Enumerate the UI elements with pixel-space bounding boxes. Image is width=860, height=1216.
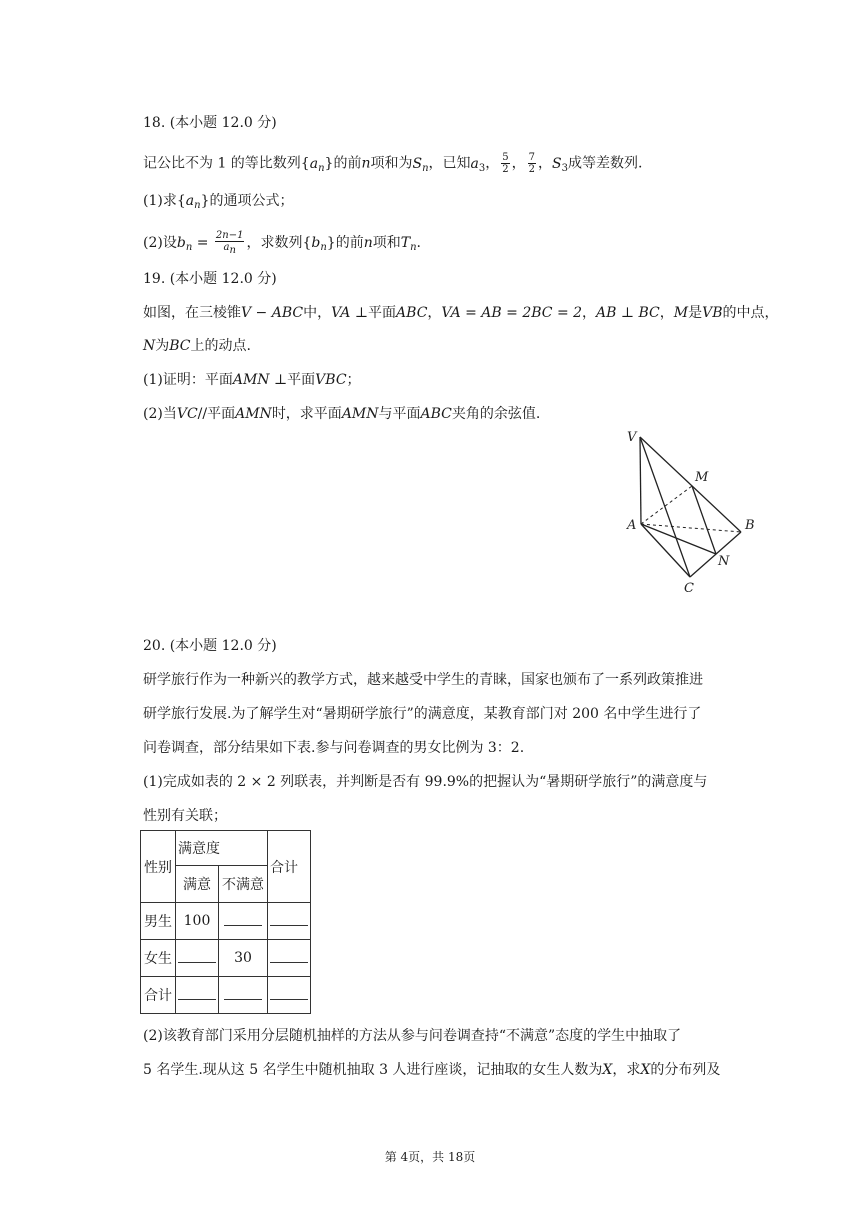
text: 项和为 bbox=[370, 155, 413, 172]
math: V − ABC bbox=[241, 305, 304, 321]
text: ， bbox=[659, 305, 674, 321]
text: = bbox=[192, 235, 213, 251]
text: ，求 bbox=[612, 1062, 641, 1078]
edge-MN bbox=[692, 486, 716, 554]
table-row bbox=[141, 940, 311, 977]
edge-AM-hidden bbox=[641, 486, 692, 524]
cell-female-total-blank bbox=[268, 940, 311, 977]
page-footer: 第 4页，共 18页 bbox=[384, 1150, 476, 1164]
label-M: M bbox=[695, 470, 709, 485]
header-gender: 性别 bbox=[141, 831, 176, 903]
math: BC bbox=[169, 338, 191, 354]
q20-paragraph-line3: 问卷调查，部分结果如下表.参与问卷调查的男女比例为 3：2. bbox=[143, 740, 525, 756]
math: AMN bbox=[232, 372, 270, 388]
text: ⊥平面 bbox=[269, 372, 316, 388]
edge-VA bbox=[640, 437, 641, 524]
text: }的前 bbox=[324, 155, 362, 172]
header-total: 合计 bbox=[268, 831, 311, 903]
header-satisfaction: 满意度 bbox=[176, 831, 268, 866]
text: ， bbox=[538, 155, 553, 172]
text: ， bbox=[511, 155, 526, 172]
text: 记公比不为 1 的等比数列{ bbox=[143, 155, 310, 172]
math-n: n bbox=[361, 155, 371, 172]
text: 的分布列及 bbox=[650, 1062, 721, 1078]
text: (2)设 bbox=[143, 235, 177, 251]
text: . bbox=[416, 235, 421, 251]
text: 是 bbox=[688, 305, 703, 321]
row-label-male: 男生 bbox=[141, 903, 176, 940]
math-n: n bbox=[363, 235, 373, 251]
cell-female-satisfied-blank bbox=[176, 940, 219, 977]
cell-male-satisfied: 100 bbox=[176, 903, 219, 940]
q20-part2-line2 bbox=[143, 1060, 720, 1080]
cell-male-unsatisfied-blank bbox=[219, 903, 268, 940]
header-satisfied: 满意 bbox=[176, 866, 219, 903]
table-row bbox=[141, 977, 311, 1014]
math: VBC bbox=[315, 372, 347, 388]
cell-female-unsatisfied: 30 bbox=[219, 940, 268, 977]
math-a-n: $a_n$ bbox=[309, 155, 325, 174]
label-C: C bbox=[684, 581, 694, 596]
cell-total-total-blank bbox=[268, 977, 311, 1014]
text: ， bbox=[485, 155, 500, 172]
row-label-female: 女生 bbox=[141, 940, 176, 977]
q19-header: 19. (本小题 12.0 分) bbox=[143, 271, 277, 287]
math: N bbox=[143, 338, 156, 354]
text: 如图，在三棱锥 bbox=[143, 305, 241, 321]
text: 上的动点. bbox=[190, 338, 251, 354]
text: 时，求平面 bbox=[271, 406, 342, 422]
text: 项和 bbox=[372, 235, 401, 251]
cell-total-unsatisfied-blank bbox=[219, 977, 268, 1014]
text: 与平面 bbox=[378, 406, 421, 422]
text: ； bbox=[346, 372, 361, 388]
label-B: B bbox=[745, 518, 755, 533]
edge-VC bbox=[640, 437, 690, 577]
text: 中， bbox=[303, 305, 332, 321]
math-a-3: $a_3$ bbox=[470, 155, 486, 174]
q20-paragraph-line1: 研学旅行作为一种新兴的教学方式，越来越受中学生的青睐，国家也颁布了一系列政策推进 bbox=[143, 672, 703, 688]
math: AB ⊥ BC bbox=[596, 305, 660, 321]
math: X bbox=[640, 1062, 651, 1078]
text: 夹角的余弦值. bbox=[451, 406, 541, 422]
text: 成等差数列. bbox=[567, 155, 643, 172]
text: ⊥平面 bbox=[350, 305, 397, 321]
math-b-n: $b_n$ bbox=[311, 235, 327, 253]
text: }的通项公式； bbox=[200, 193, 294, 209]
math: VC bbox=[176, 406, 198, 422]
math-S-n: $S_n$ bbox=[412, 155, 429, 174]
text: ， bbox=[582, 305, 597, 321]
q20-paragraph-line2: 研学旅行发展.为了解学生对“暑期研学旅行”的满意度，某教育部门对 200 名中学生进行了 bbox=[143, 706, 702, 722]
math: ABC bbox=[396, 305, 428, 321]
text: //平面 bbox=[197, 406, 236, 422]
math: M bbox=[673, 305, 689, 321]
math: X bbox=[602, 1062, 613, 1078]
text: ，已知 bbox=[428, 155, 471, 172]
fraction-2n-1-over-a-n: $\frac{2n-1}{a_n}$ bbox=[215, 230, 244, 256]
label-N: N bbox=[718, 554, 730, 569]
edge-VB bbox=[640, 437, 741, 532]
contingency-table bbox=[140, 830, 311, 1014]
edge-AB-hidden bbox=[641, 524, 741, 532]
text: }的前 bbox=[326, 235, 364, 251]
text: ， bbox=[427, 305, 442, 321]
math: VA = AB = 2BC = 2 bbox=[441, 305, 583, 321]
edge-AN bbox=[641, 524, 716, 554]
text: (1)求{ bbox=[143, 193, 186, 209]
q20-part1-line2: 性别有关联； bbox=[143, 808, 227, 824]
fraction-5-2: $\frac{5}{2}$ bbox=[502, 152, 509, 175]
text: ，求数列{ bbox=[246, 235, 312, 251]
math-S-3: $S_3$ bbox=[552, 155, 568, 174]
q20-header: 20. (本小题 12.0 分) bbox=[143, 638, 277, 654]
math: ABC bbox=[420, 406, 452, 422]
cell-total-satisfied-blank bbox=[176, 977, 219, 1014]
label-V: V bbox=[627, 430, 637, 445]
q20-part2-line1: (2)该教育部门采用分层随机抽样的方法从参与问卷调查持“不满意”态度的学生中抽取了 bbox=[143, 1028, 682, 1044]
row-label-total: 合计 bbox=[141, 977, 176, 1014]
q20-part1-line1: (1)完成如表的 2 × 2 列联表，并判断是否有 99.9%的把握认为“暑期研学旅行”的满意度与 bbox=[143, 774, 708, 790]
math: VA bbox=[331, 305, 351, 321]
edge-AC bbox=[641, 524, 690, 577]
label-A: A bbox=[627, 518, 637, 533]
fraction-7-2: $\frac{7}{2}$ bbox=[528, 152, 536, 175]
math: VB bbox=[702, 305, 723, 321]
math: AMN bbox=[341, 406, 379, 422]
math-b-n: $b_n$ bbox=[176, 235, 193, 253]
text: 的中点， bbox=[722, 305, 779, 321]
math-a-n: $a_n$ bbox=[185, 193, 201, 211]
table-row bbox=[141, 903, 311, 940]
text: 5 名学生.现从这 5 名学生中随机抽取 3 人进行座谈，记抽取的女生人数为 bbox=[143, 1062, 603, 1078]
math-T-n: $T_n$ bbox=[400, 235, 417, 253]
header-unsatisfied: 不满意 bbox=[219, 866, 268, 903]
text: (2)当 bbox=[143, 406, 177, 422]
q18-header: 18. (本小题 12.0 分) bbox=[143, 115, 277, 131]
text: (1)证明：平面 bbox=[143, 372, 233, 388]
text: 为 bbox=[155, 338, 170, 354]
math: AMN bbox=[235, 406, 272, 422]
cell-male-total-blank bbox=[268, 903, 311, 940]
